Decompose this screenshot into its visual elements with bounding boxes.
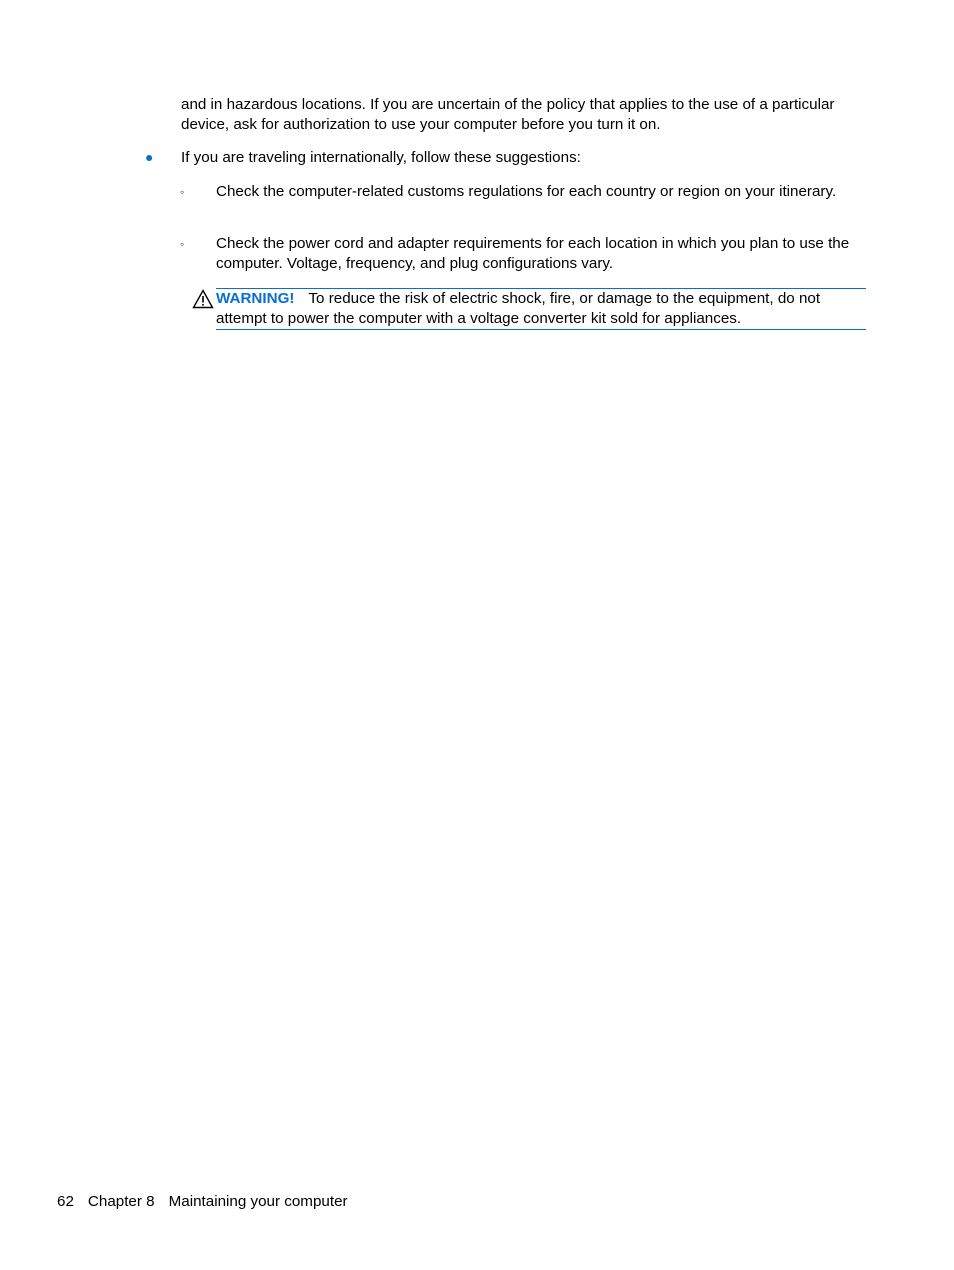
warning-label: WARNING! [216,290,295,307]
warning-triangle-icon [192,289,214,309]
bullet-marker: ● [145,149,154,165]
body-paragraph-continued: and in hazardous locations. If you are uncertain of the policy that applies to the use of a particular device, ask for authorization to use your computer before you turn it on. [181,96,835,133]
sub-bullet-item-customs: Check the computer-related customs regulations for each country or region on your itinerary. [216,183,837,200]
warning-body-text: To reduce the risk of electric shock, fire, or damage to the equipment, do not attempt to power the computer with a voltage converter kit sold for appliances. [216,290,821,327]
warning-message [216,289,866,328]
sub-bullet-item-power-cord: Check the power cord and adapter requirements for each location in which you plan to use the computer. Voltage, frequency, and plug configurations vary. [216,235,850,272]
page-footer [57,1192,362,1212]
footer-chapter: Chapter 8 [87,1193,155,1210]
bullet-item-text: If you are traveling internationally, follow these suggestions: [181,149,581,166]
warning-callout [216,288,866,330]
sub-bullet-marker: ◦ [180,237,185,251]
sub-bullet-marker: ◦ [180,185,185,199]
page-number: 62 [57,1193,74,1210]
footer-chapter-title: Maintaining your computer [168,1193,348,1210]
